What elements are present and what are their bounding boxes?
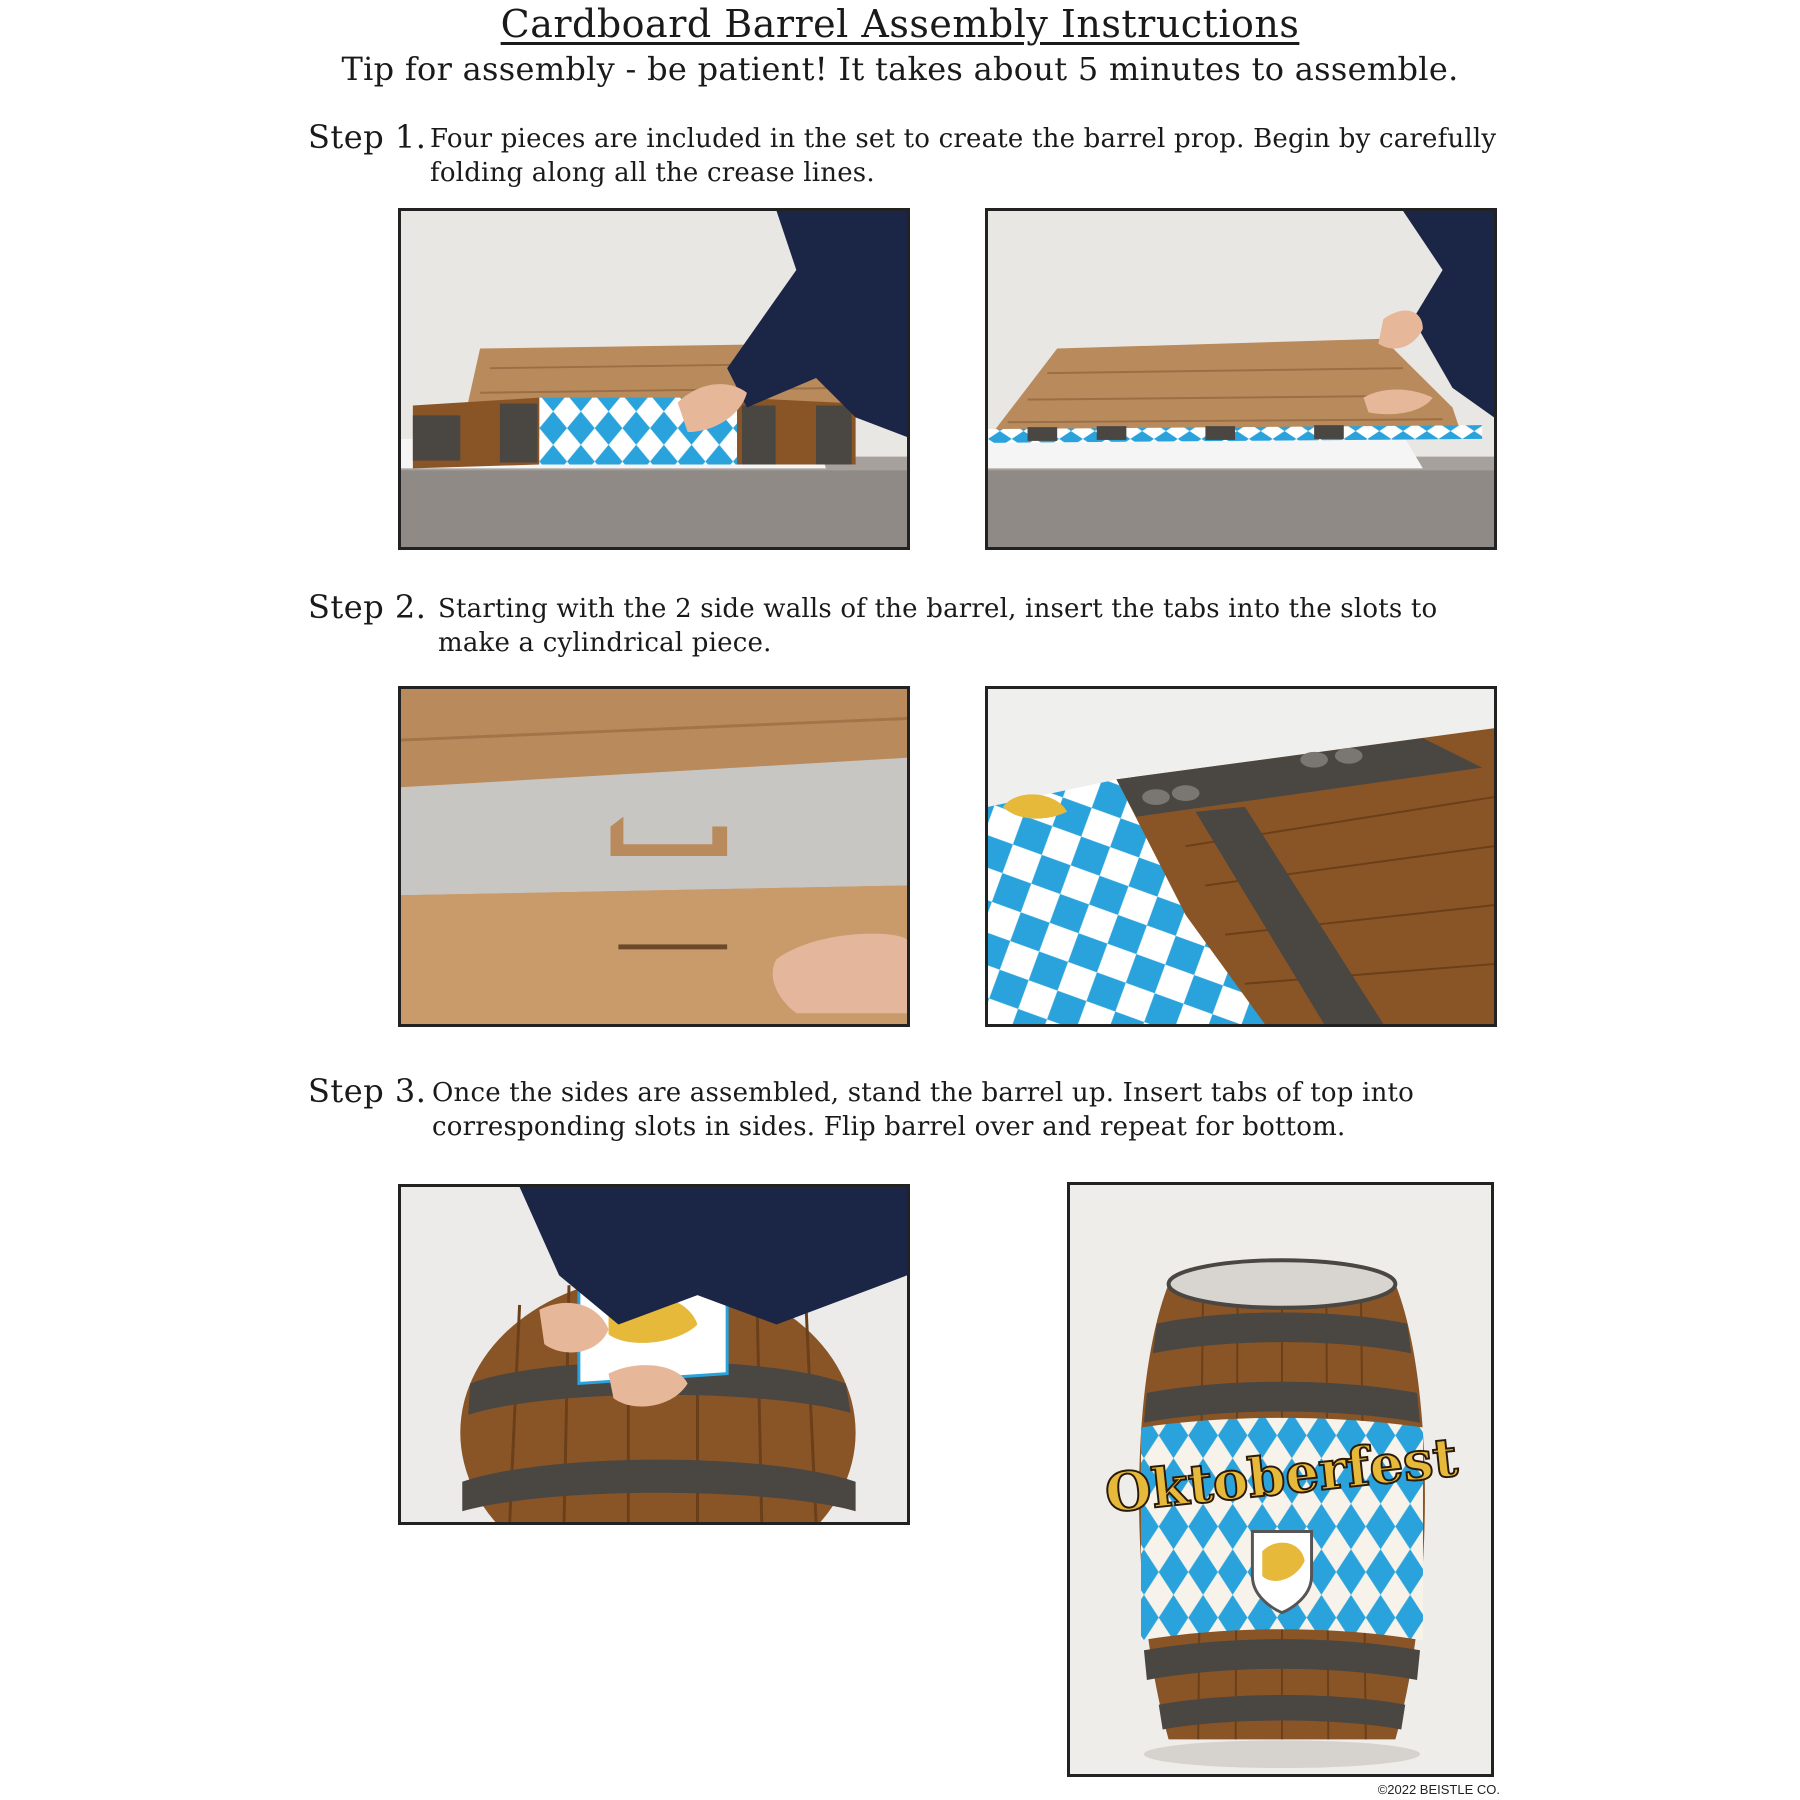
step-1-label: Step 1. <box>308 118 427 156</box>
step-2-label: Step 2. <box>308 588 427 626</box>
step-1-text <box>430 122 1496 190</box>
page-title: Cardboard Barrel Assembly Instructions <box>500 2 1300 46</box>
step-2-text-line-2: make a cylindrical piece. <box>438 628 772 658</box>
step-2-photo-cylinder-joined <box>985 686 1497 1027</box>
step-1-photo-folding-edge <box>985 208 1497 550</box>
copyright-notice: ©2022 BEISTLE CO. <box>1377 1782 1500 1797</box>
barrel-oktoberfest-text: Oktoberfest <box>1102 1425 1461 1526</box>
step-3-label: Step 3. <box>308 1072 427 1110</box>
step-3-text-line-2: corresponding slots in sides. Flip barrel over and repeat for bottom. <box>432 1112 1346 1142</box>
step-3-photo-finished-barrel <box>1067 1182 1494 1777</box>
step-3-text <box>432 1076 1414 1144</box>
step-1-text-line-1: Four pieces are included in the set to create the barrel prop. Begin by carefully <box>430 124 1497 154</box>
step-2-photo-tab-and-slot <box>398 686 910 1027</box>
assembly-tip: Tip for assembly - be patient! It takes about 5 minutes to assemble. <box>341 50 1459 88</box>
step-3-text-line-1: Once the sides are assembled, stand the barrel up. Insert tabs of top into <box>432 1078 1415 1108</box>
step-1-text-line-2: folding along all the crease lines. <box>430 158 875 188</box>
step-2-text <box>438 592 1437 660</box>
step-1-photo-folding-creases <box>398 208 910 550</box>
step-2-text-line-1: Starting with the 2 side walls of the barrel, insert the tabs into the slots to <box>438 594 1438 624</box>
step-3-photo-inserting-top <box>398 1184 910 1525</box>
